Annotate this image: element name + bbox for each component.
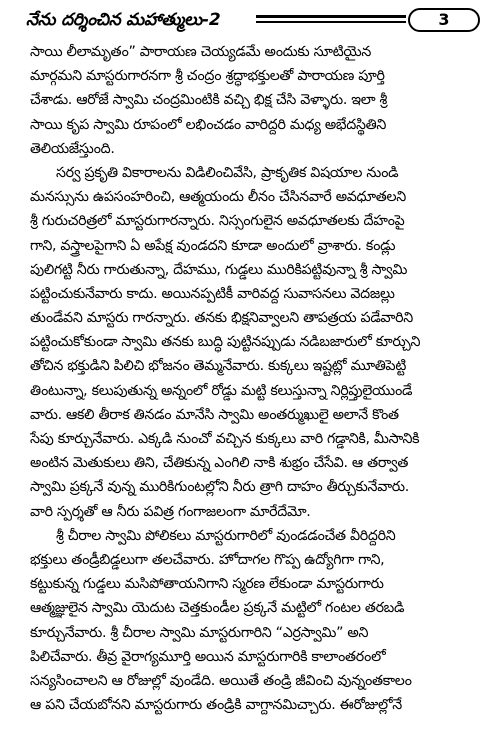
text-line: సేపు కూర్చునేవారు. ఎక్కడి నుంచో వచ్చిన కుక్కలు వారి గడ్డానికి, మీసానికి (30, 431, 420, 447)
text-line: సర్వ ప్రకృతి వికారాలను విడిలించివేసి, ప్రాకృతిక విషయాల నుండి (56, 164, 399, 181)
text-line: సాయి కృప స్వామి రూపంలో లభించడం వారిద్దరి మధ్య అభేదస్థితిని (30, 116, 387, 133)
text-line: పట్టించుకోకుండా స్వామి తనకు బుద్ధి పుట్టినప్పుడు నడిబజారులో కూర్చుని (30, 334, 421, 351)
text-line: పట్టించుకునేవారు కాదు. అయినప్పటికీ వారివద్ద సువాసనలు వెదజల్లు (30, 285, 395, 302)
page-header (18, 8, 486, 38)
page-number: 3 (408, 8, 480, 32)
text-line: వారి స్పర్శతో ఆ నీరు పవిత్ర గంగాజలంగా మారేదేమో. (30, 503, 311, 520)
text-line: తుండేవని మాస్టరు గారన్నారు. తనకు భిక్షనివ్వాలని తాపత్రయ పడేవారిని (30, 310, 413, 327)
text-line: కూర్చునేవారు. శ్రీ చీరాల స్వామి మాస్టరుగారిని “ఎర్రస్వామి” అని (30, 624, 369, 641)
text-line: ఆత్మజ్ఞులైన స్వామి యెదుట చెత్తకుండీల ప్రక్కనే మట్టిలో గంటల తరబడి (30, 600, 405, 617)
text-line: శ్రీ చీరాల స్వామి పోలికలు మాస్టరుగారిలో వుండడంచేత వీరిద్దరిని (56, 527, 396, 544)
header-rule-thin (256, 21, 406, 23)
text-line: తోచిన భక్తుడిని పిలిచి భోజనం తెమ్మనేవారు. కుక్కలు ఇష్టట్లో మూతిపెట్టి (30, 358, 406, 375)
text-line: తింటున్నా, కలుపుతున్న అన్నంలో రోడ్డు మట్టి కలుస్తున్నా నిర్లిప్తులైయుండే (30, 382, 413, 399)
text-line: స్వామి ప్రక్కనే వున్న మురికిగుంటల్లోని నీరు త్రాగి దాహం తీర్చుకునేవారు. (30, 479, 410, 496)
running-title: నేను దర్శించిన మహాత్ములు-2 (26, 10, 221, 30)
header-rule (256, 15, 406, 18)
body-text (30, 40, 478, 717)
text-line: మనస్సును ఉపసంహరించి, ఆత్మయందు లీనం చేసినవారే అవధూతలని (30, 189, 406, 206)
text-line: పులిగట్టి నీరు గారుతున్నా, దేహము, గుడ్డలు మురికిపట్టివున్నా శ్రీ స్వామి (30, 261, 408, 278)
text-line: గాని, వస్త్రాలపైగాని ఏ అపేక్ష వుండదని కూడా అందులో వ్రాశారు. కండ్లు (30, 237, 396, 254)
text-line: మార్గమని మాస్టరుగారనగా శ్రీ చంద్రం శ్రద్ధాభక్తులతో పారాయణ పూర్తి (30, 68, 385, 85)
text-line: చేశాడు. ఆరోజే స్వామి చంద్రమింటికి వచ్చి భిక్ష చేసి వెళ్ళారు. ఇలా శ్రీ (30, 92, 388, 109)
text-line: శ్రీ గురుచరిత్రలో మాస్టరుగారన్నారు. నిస్సంగులైన అవధూతలకు దేహంపై (30, 213, 405, 230)
text-line: భక్తులు తండ్రీబిడ్డలుగా తలచేవారు. హోదాగల గొప్ప ఉద్యోగిగా గాని, (30, 551, 385, 568)
text-line: పిలిచేవారు. తీవ్ర వైరాగ్యమూర్తి అయిన మాస్టరుగారికి కాలాంతరంలో (30, 648, 386, 665)
text-line: అంటిన మెతుకులు తిని, చేతికున్న ఎంగిలి నాకి శుభ్రం చేసేవి. ఆ తర్వాత (30, 455, 409, 472)
text-line: వారు. ఆకలి తీరాక తినడం మానేసి స్వామి అంతర్ముఖులై అలానే కొంత (30, 406, 399, 423)
text-line: ఆ పని చేయబోనని మాస్టరుగారు తండ్రికి వాగ్దానమిచ్చారు. ఈరోజుల్లోనే (30, 697, 402, 714)
text-line: కట్టుకున్న గుడ్డలు మసిపోతాయనిగాని స్మరణ లేకుండా మాస్టరుగారు (30, 576, 384, 593)
text-line: తెలియజేస్తుంది. (30, 140, 115, 157)
text-line: సన్యసించాలని ఆ రోజుల్లో వుండేది. అయితే తండ్రి జీవించి వున్నంతకాలం (30, 672, 412, 689)
text-line: సాయి లీలామృతం” పారాయణ చెయ్యడమే అందుకు సూటియైన (30, 44, 371, 60)
